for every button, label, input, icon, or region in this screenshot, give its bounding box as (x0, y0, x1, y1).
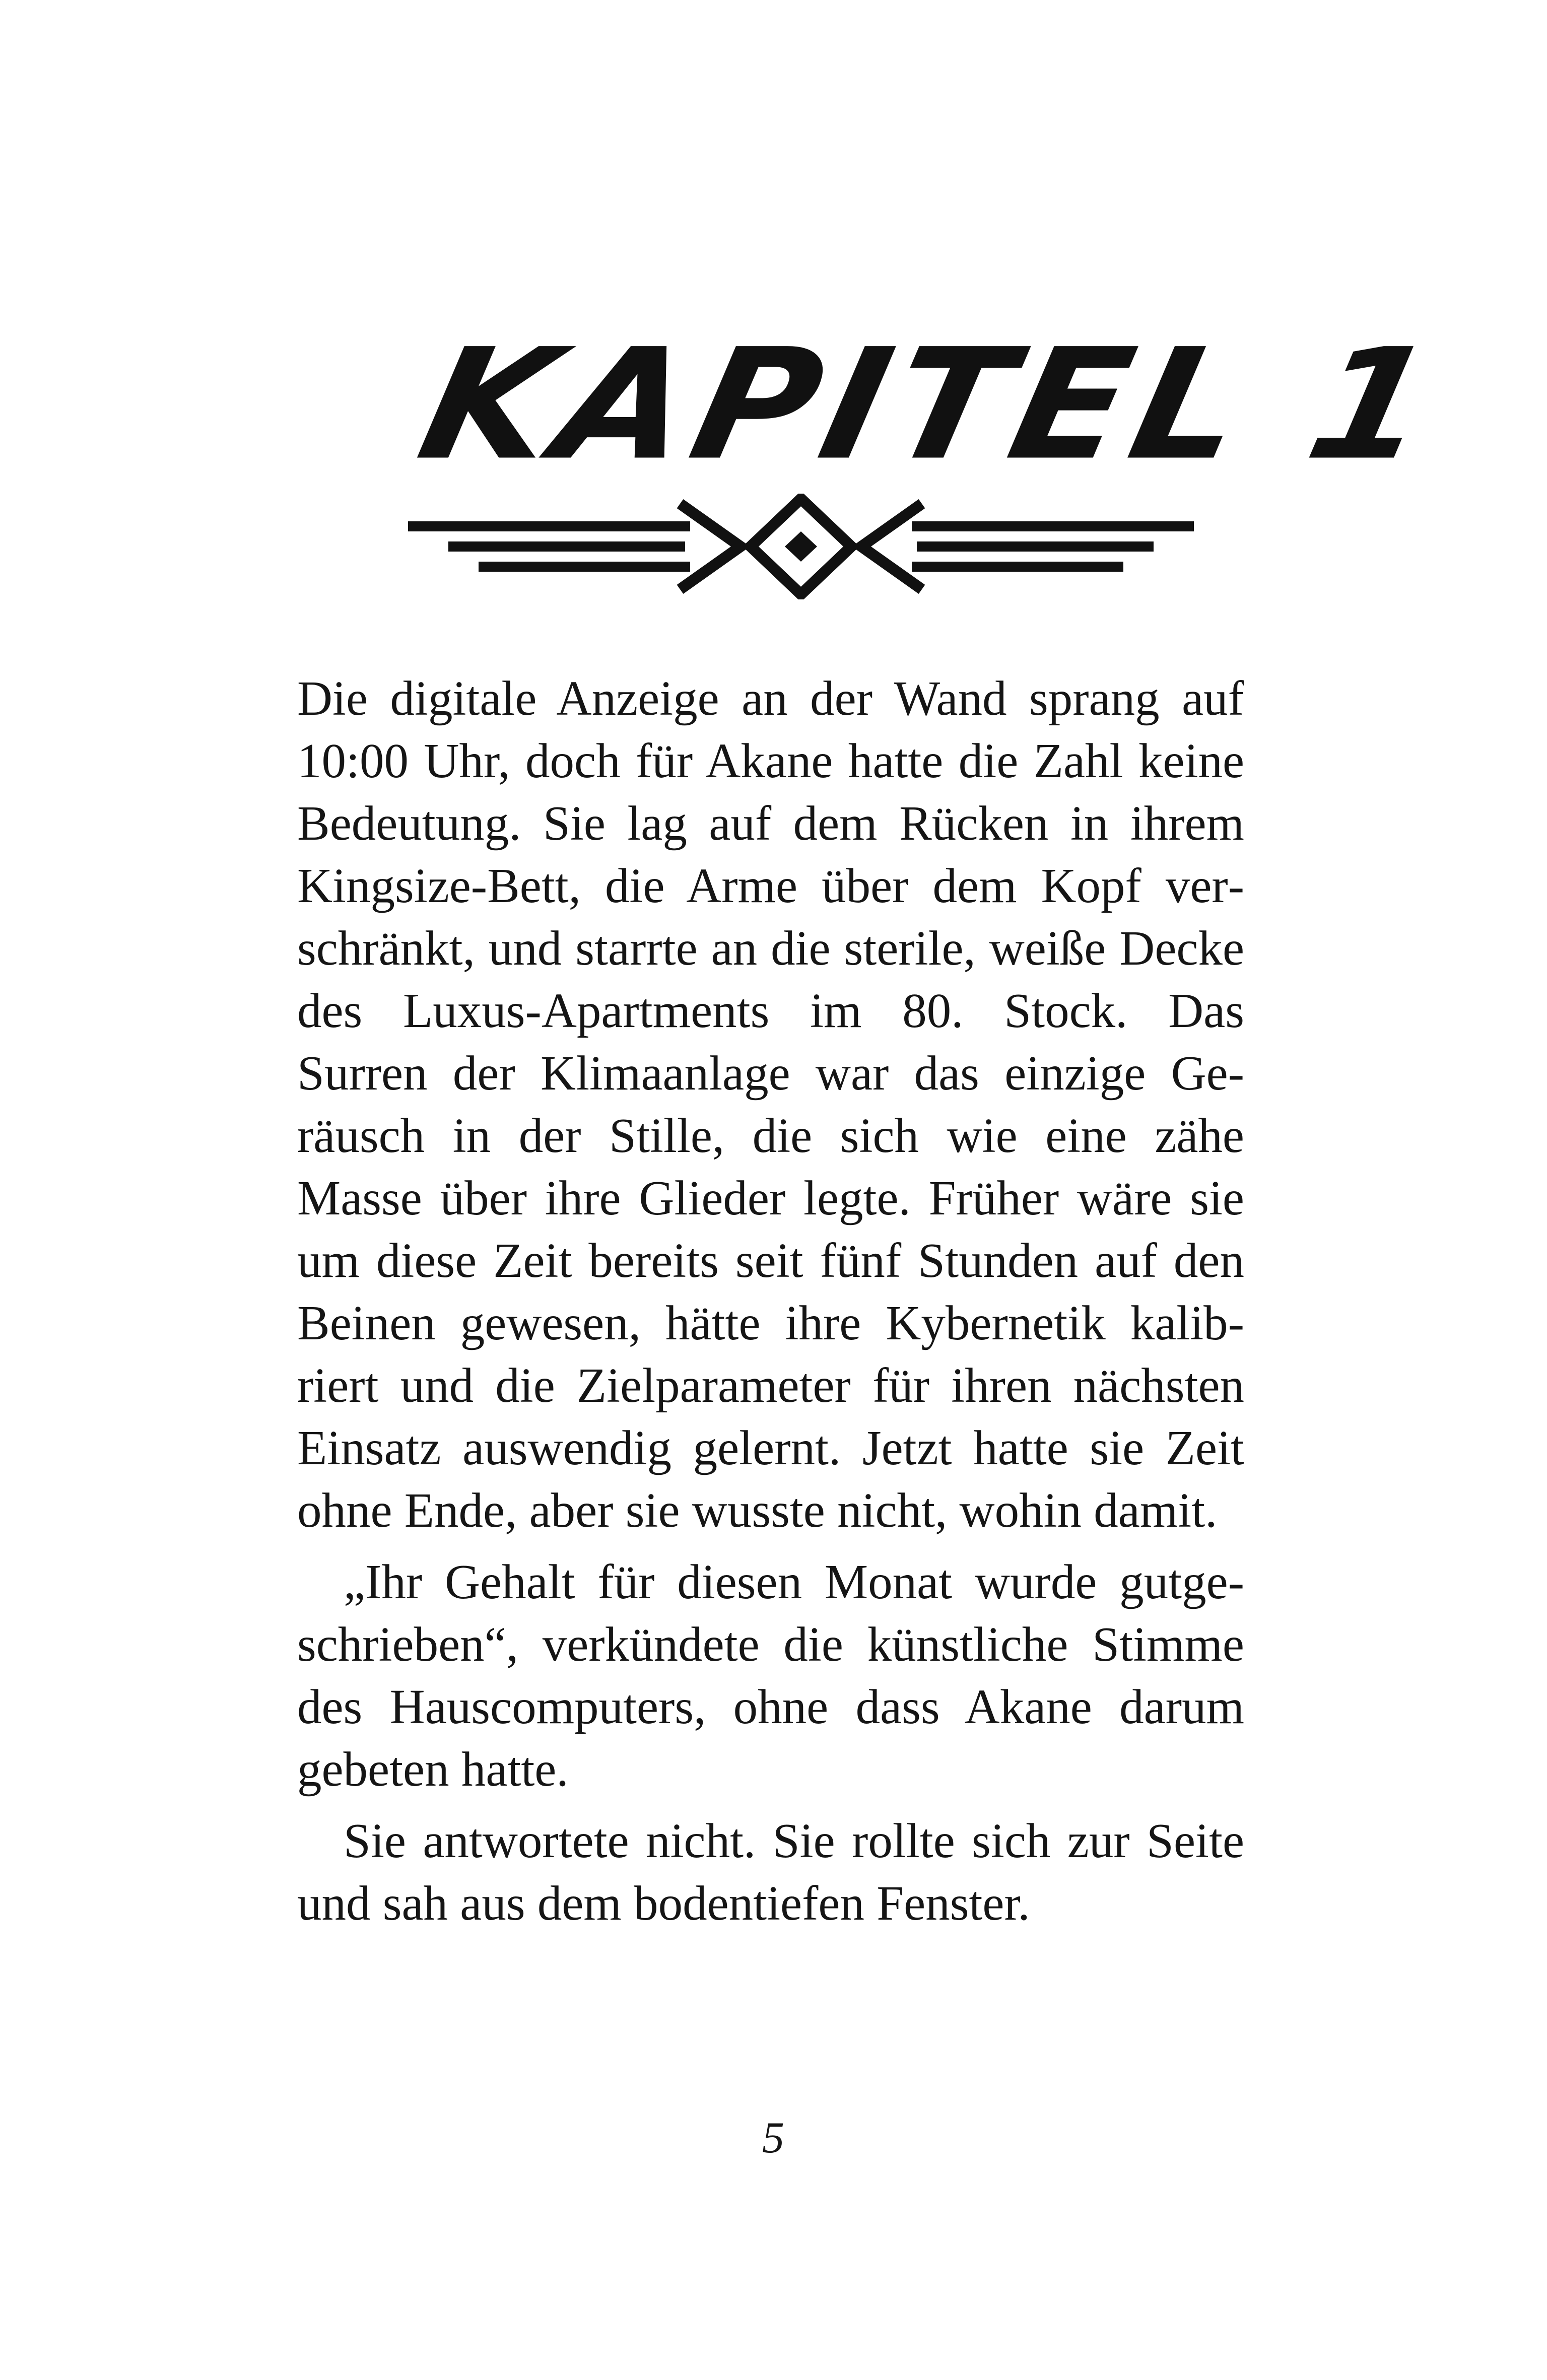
paragraph-2: „Ihr Gehalt für diesen Monat wurde gutgeschrieben“, verkündete die künstliche Stimme des Hauscomputers, ohne dass Akane darum gebeten hatte. (297, 1555, 1244, 1796)
chapter-ornament (408, 494, 1194, 599)
ornament-left-bar-middle (448, 541, 685, 552)
paragraph-1: Die digitale Anzeige an der Wand sprang auf 10:00 Uhr, doch für Akane hatte die Zahl keine Bedeutung. Sie lag auf dem Rücken in ihrem Kingsize-Bett, die Arme über dem Kopf verschränkt, und starrte an die sterile, weiße Decke des Luxus-Apartments im 80. Stock. Das Surren der Klimaanlage war das einzige Geräusch in der Stille, die sich wie eine zähe Masse über ihre Glieder legte. Früher wäre sie um diese Zeit bereits seit fünf Stunden auf den Beinen gewesen, hätte ihre Kybernetik kalibriert und die Zielparameter für ihren nächsten Einsatz auswendig gelernt. Jetzt hatte sie Zeit ohne Ende, aber sie wusste nicht, wohin damit. (297, 671, 1244, 1537)
chapter-body (297, 667, 1244, 1935)
chapter-heading (406, 312, 1455, 599)
ornament-left-bar-top (408, 521, 690, 531)
ornament-diamond-icon (785, 531, 817, 562)
ornament-right-bar-top (912, 521, 1194, 531)
paragraph-3: Sie antwortete nicht. Sie rollte sich zur Seite und sah aus dem bodentiefen Fenster. (297, 1814, 1244, 1930)
ornament-left-bar-bottom (479, 562, 690, 572)
ornament-right-bar-middle (917, 541, 1154, 552)
page-number: 5 (762, 2114, 784, 2162)
chapter-title: KAPITEL 1 (406, 315, 1455, 494)
ornament-right-bar-bottom (912, 562, 1123, 572)
